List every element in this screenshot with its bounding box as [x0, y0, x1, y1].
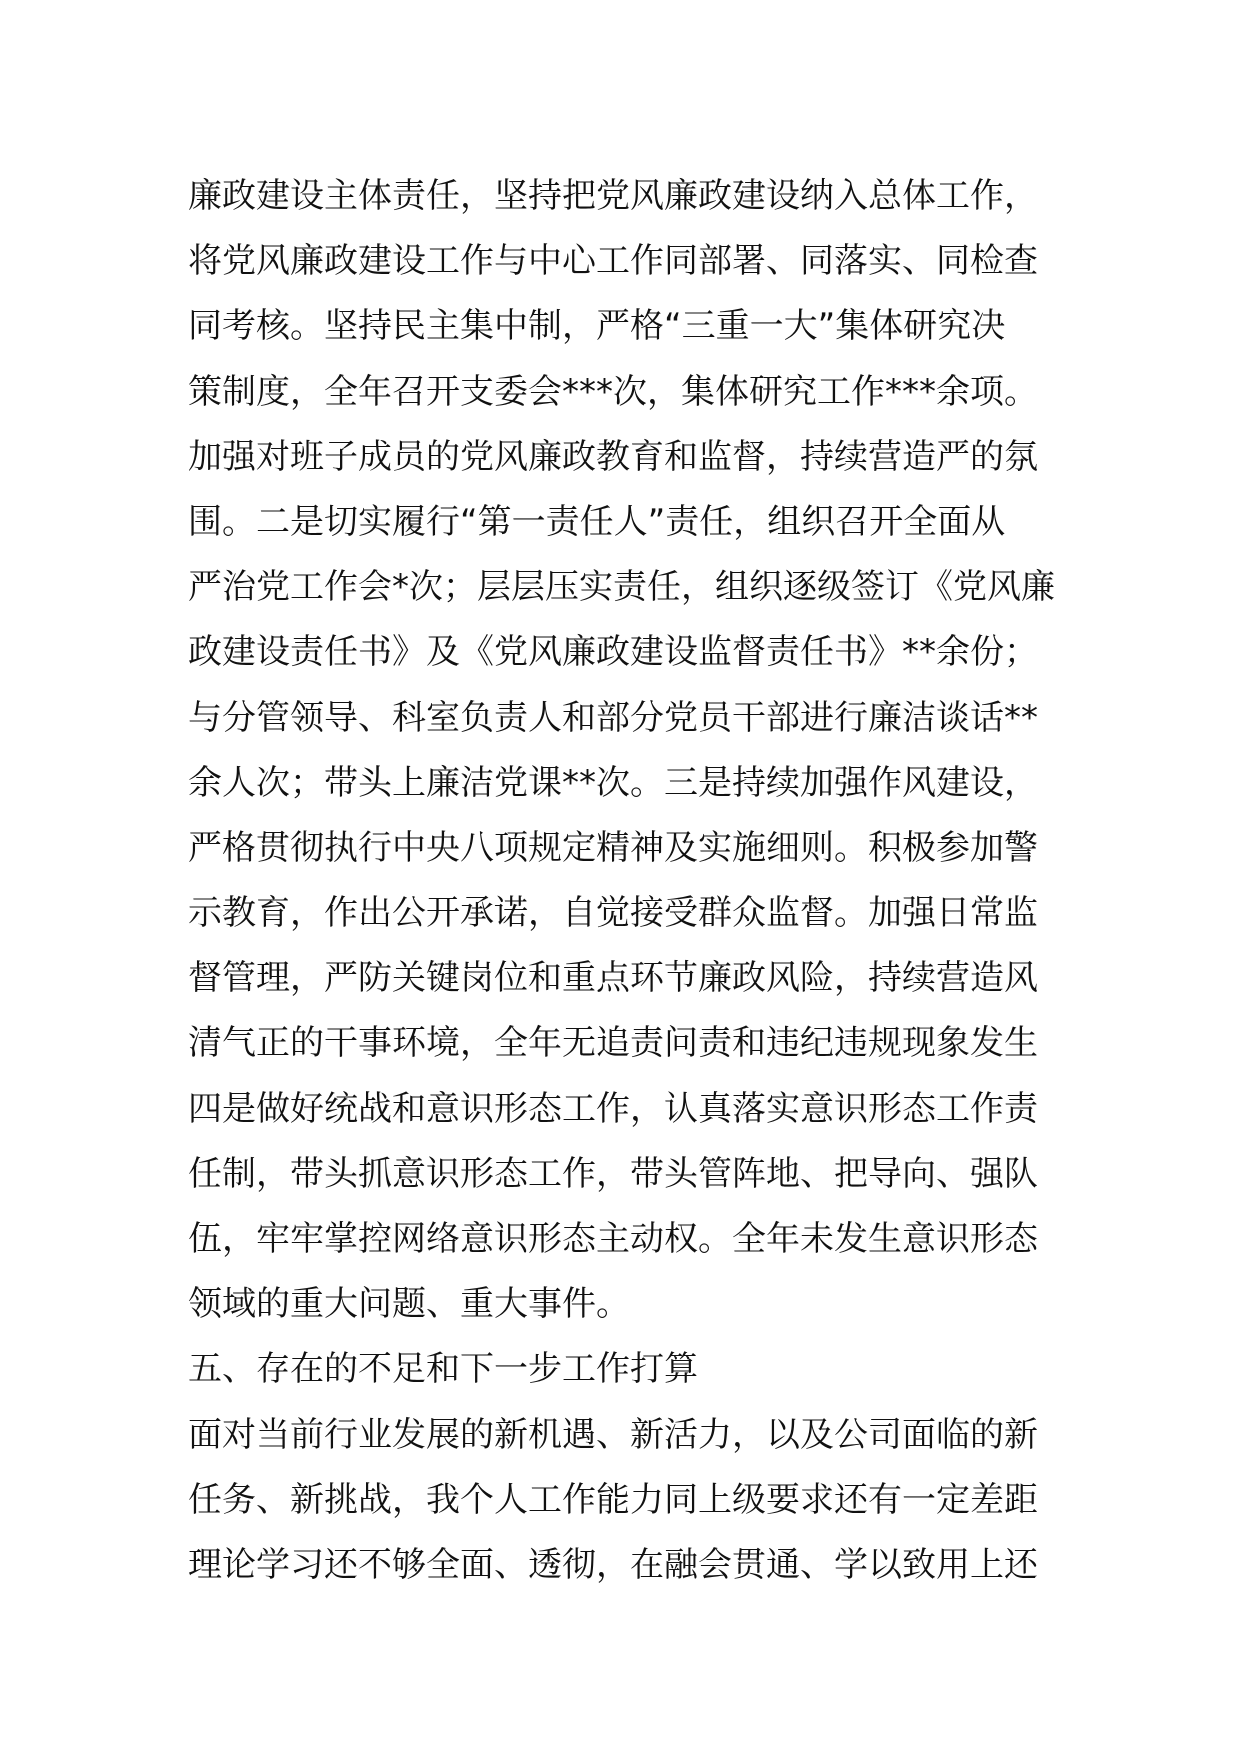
text-line: 政建设责任书》及《党风廉政建设监督责任书》**余份；: [188, 632, 1038, 673]
text-line: 围。二是切实履行“第一责任人”责任，组织召开全面从: [188, 501, 1006, 542]
text-line: 任务、新挑战，我个人工作能力同上级要求还有一定差距: [188, 1479, 1038, 1520]
text-line: 严治党工作会*次；层层压实责任，组织逐级签订《党风廉: [188, 567, 1055, 608]
text-line: 与分管领导、科室负责人和部分党员干部进行廉洁谈话**: [188, 697, 1038, 738]
text-line: 余人次；带头上廉洁党课**次。三是持续加强作风建设，: [188, 762, 1038, 803]
text-line: 严格贯彻执行中央八项规定精神及实施细则。积极参加警: [188, 827, 1038, 868]
text-line: 加强对班子成员的党风廉政教育和监督，持续营造严的氛: [188, 436, 1038, 477]
text-line: 同考核。坚持民主集中制，严格“三重一大”集体研究决: [188, 306, 1006, 347]
text-line: 伍，牢牢掌控网络意识形态主动权。全年未发生意识形态: [188, 1219, 1038, 1259]
text-line: 理论学习还不够全面、透彻，在融会贯通、学以致用上还: [188, 1544, 1038, 1585]
text-line: 督管理，严防关键岗位和重点环节廉政风险，持续营造风: [188, 958, 1038, 999]
text-line: 将党风廉政建设工作与中心工作同部署、同落实、同检查: [188, 241, 1038, 282]
body-text: [188, 164, 1068, 1598]
text-line: 策制度，全年召开支委会***次，集体研究工作***余项。: [188, 371, 1038, 412]
text-line: 廉政建设主体责任，坚持把党风廉政建设纳入总体工作，: [188, 176, 1038, 216]
section-heading: 五、存在的不足和下一步工作打算: [188, 1349, 698, 1390]
text-line: 任制，带头抓意识形态工作，带头管阵地、把导向、强队: [188, 1153, 1038, 1194]
text-line: 领域的重大问题、重大事件。: [188, 1284, 630, 1325]
text-line: 清气正的干事环境，全年无追责问责和违纪违规现象发生: [188, 1023, 1038, 1064]
text-line: 四是做好统战和意识形态工作，认真落实意识形态工作责: [188, 1088, 1038, 1129]
text-line: 面对当前行业发展的新机遇、新活力，以及公司面临的新: [188, 1414, 1038, 1455]
text-line: 示教育，作出公开承诺，自觉接受群众监督。加强日常监: [188, 893, 1038, 934]
